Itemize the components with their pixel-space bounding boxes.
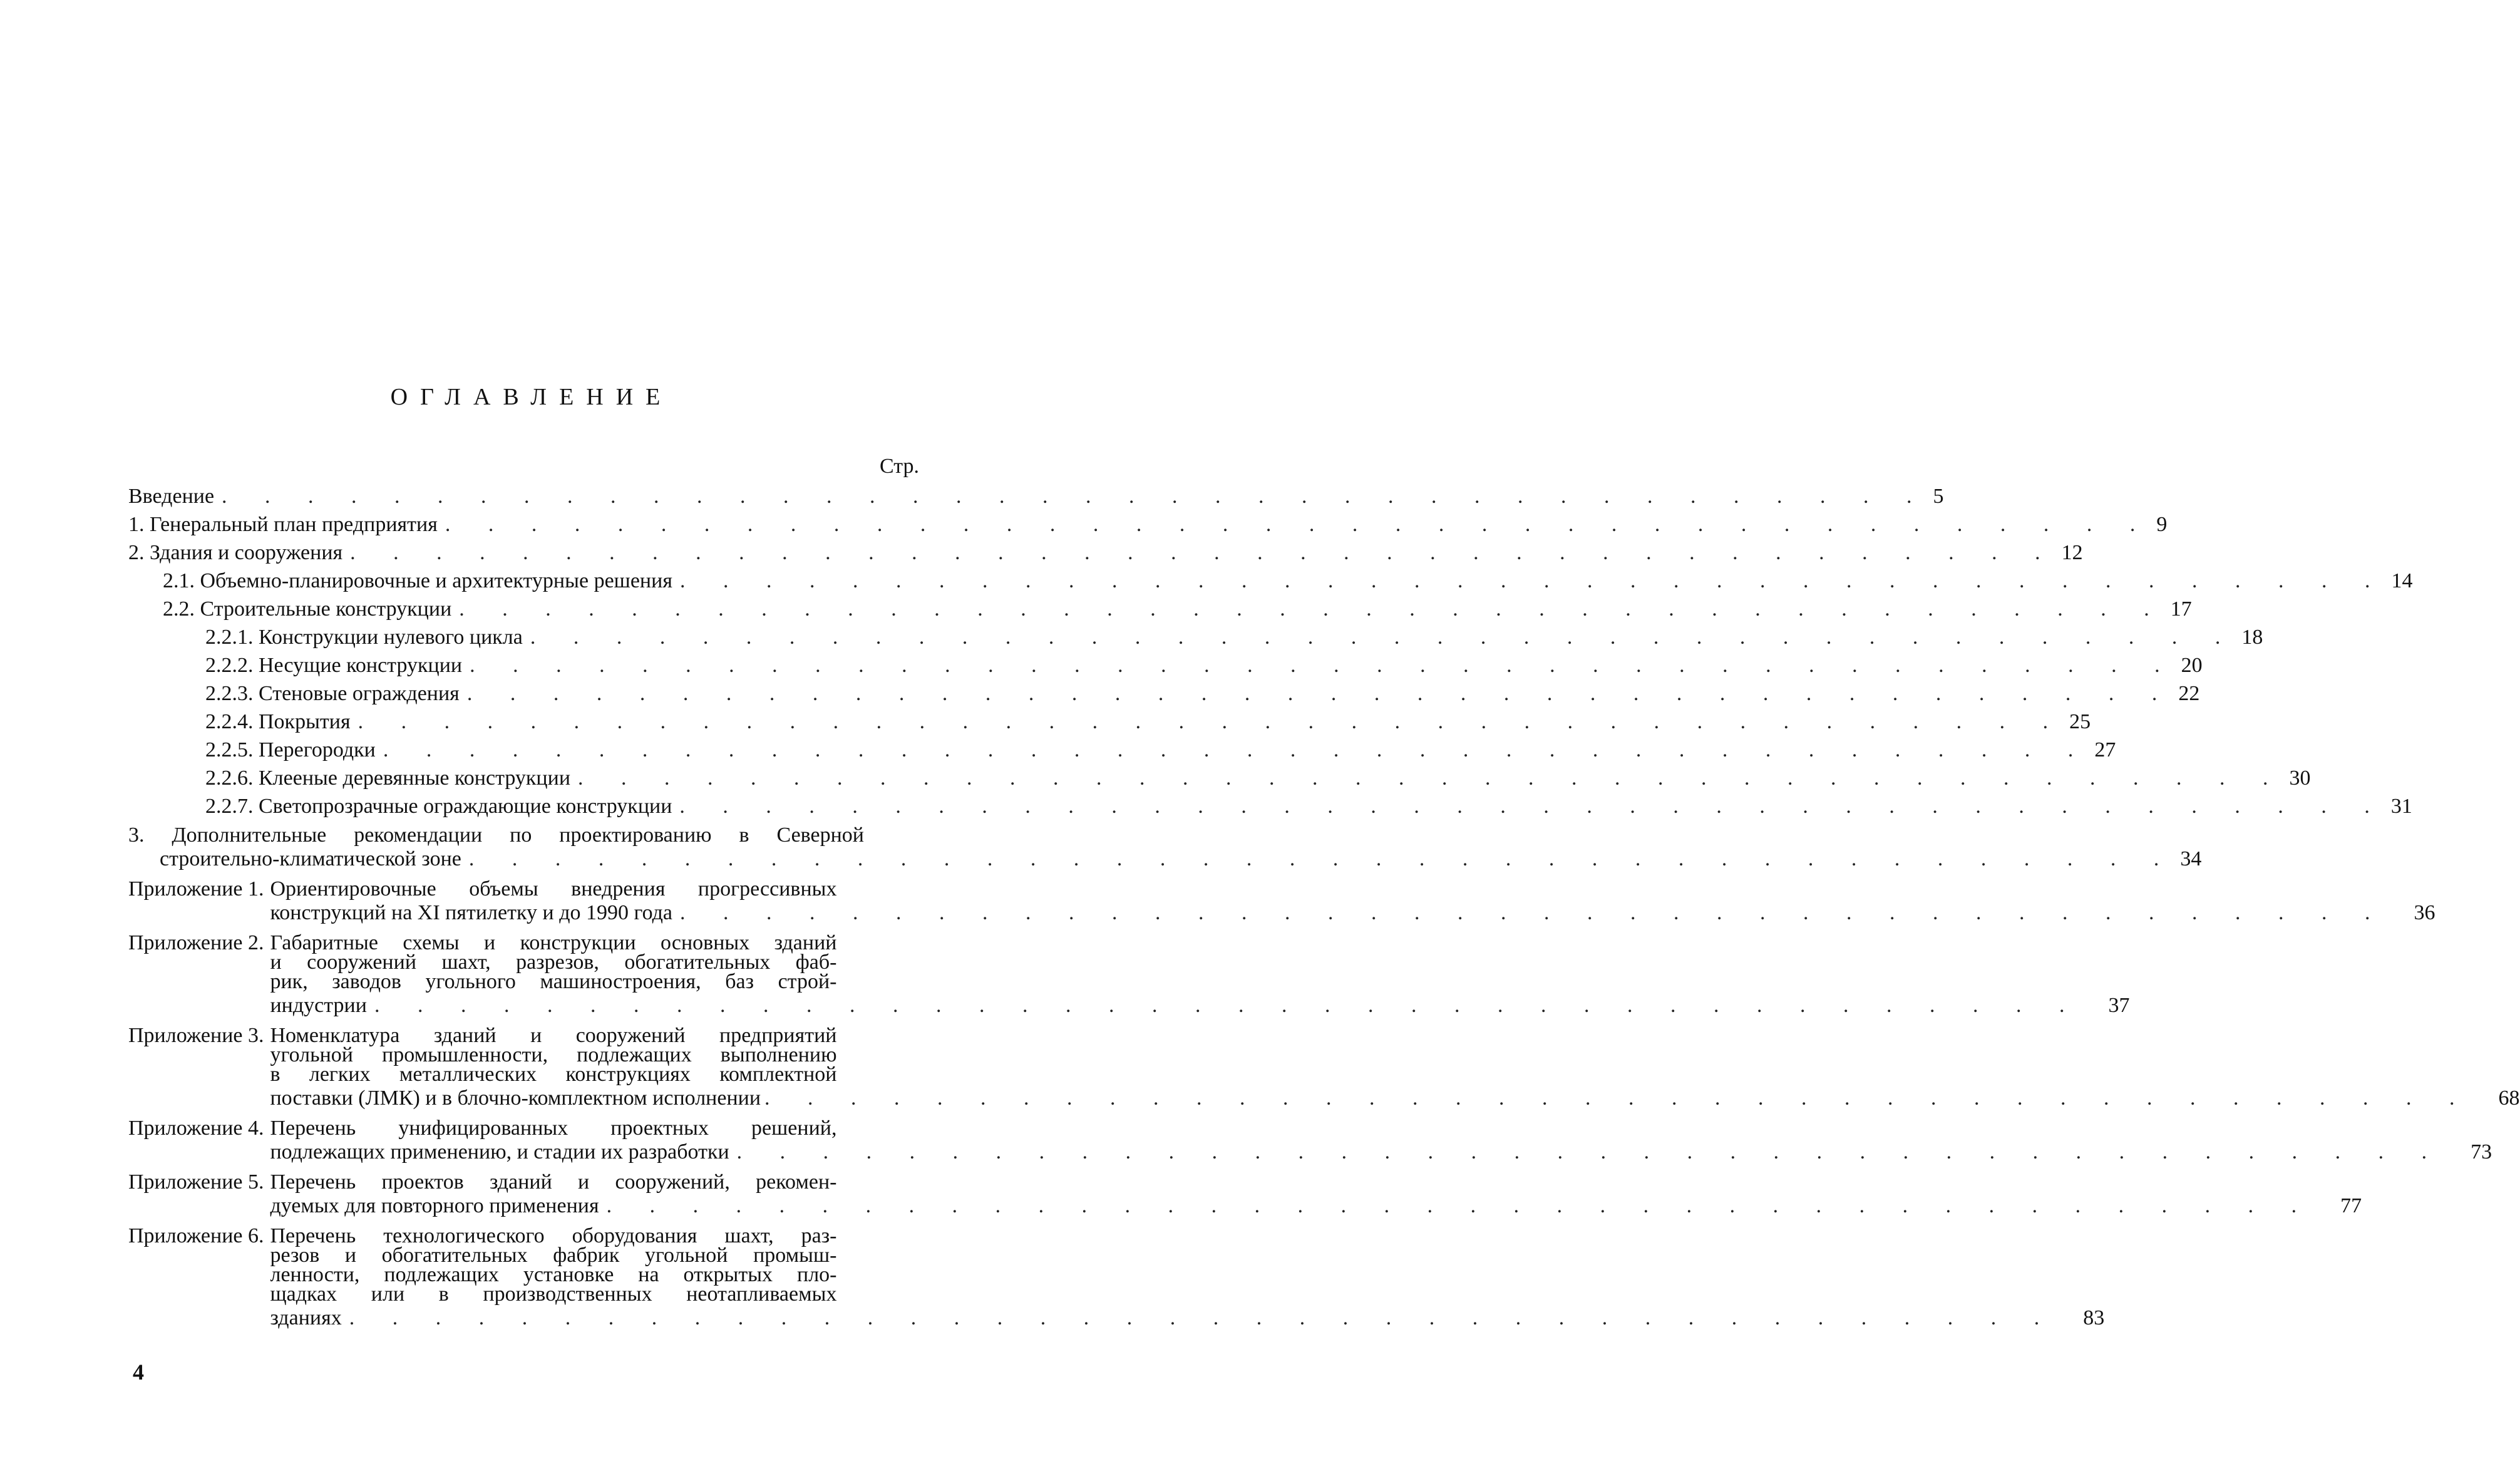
appendix-entry: Приложение 5. Перечень проектов зданий и сооружений, рекомен- дуемых для повторного применения . . . 77 [128,1172,911,1220]
page-column-label: Стр. [879,455,919,478]
appendix-entry: Приложение 1. Ориентировочные объемы внедрения прогрессивных конструкций на XI пятилетку и до 1990 года . . . 36 [128,879,911,927]
toc-entry: 2.2.5. Перегородки . . . 27 [128,736,911,764]
page-number: 4 [133,1360,144,1385]
toc-entry: 2.2.4. Покрытия . . . 25 [128,708,911,736]
toc-entry: 2.2.2. Несущие конструкции . . . 20 [128,651,911,679]
page-title: ОГЛАВЛЕНИЕ [390,384,673,410]
appendix-entry: Приложение 3. Номенклатура зданий и сооружений предприятий угольной промышленности, подлежащих выполнению в легких металлических конструкциях комплектной поставки (ЛМК) и в блочно-комплектном исполнении . . . 68 [128,1026,911,1112]
toc-entry: 2.2. Строительные конструкции . . . 17 [128,595,911,623]
toc-entry: Введение . . . 5 [128,482,911,510]
toc-entry: 2.2.3. Стеновые ограждения . . . 22 [128,679,911,708]
toc-entry: 2.1. Объемно-планировочные и архитектурные решения . . . 14 [128,567,911,595]
toc-entry: 2.2.6. Клееные деревянные конструкции . . . 30 [128,764,911,792]
toc-entry: 1. Генеральный план предприятия . . . 9 [128,510,911,539]
toc-entry: 2.2.1. Конструкции нулевого цикла . . . 18 [128,623,911,651]
appendix-entry: Приложение 2. Габаритные схемы и конструкции основных зданий и сооружений шахт, разрезов, обогатительных фаб- рик, заводов угольного машиностроения, баз строй- индустрии . . . 37 [128,933,911,1019]
toc-entry: 2. Здания и сооружения . . . 12 [128,539,911,567]
appendix-entry: Приложение 6. Перечень технологического оборудования шахт, раз- резов и обогатительных фабрик угольной промыш- ленности, подлежащих установке на открытых пло- щадках или в производственных неотапливаемых зданиях . . . 83 [128,1226,911,1332]
table-of-contents [128,482,2520,1332]
appendix-entry: Приложение 4. Перечень унифицированных проектных решений, подлежащих применению, и стадии их разработки . . . 73 [128,1118,911,1166]
toc-entry-section-3: 3. Дополнительные рекомендации по проектированию в Северной строительно-климатической зоне . . . 34 [128,825,911,873]
toc-entry: 2.2.7. Светопрозрачные ограждающие конструкции . . . 31 [128,792,911,820]
